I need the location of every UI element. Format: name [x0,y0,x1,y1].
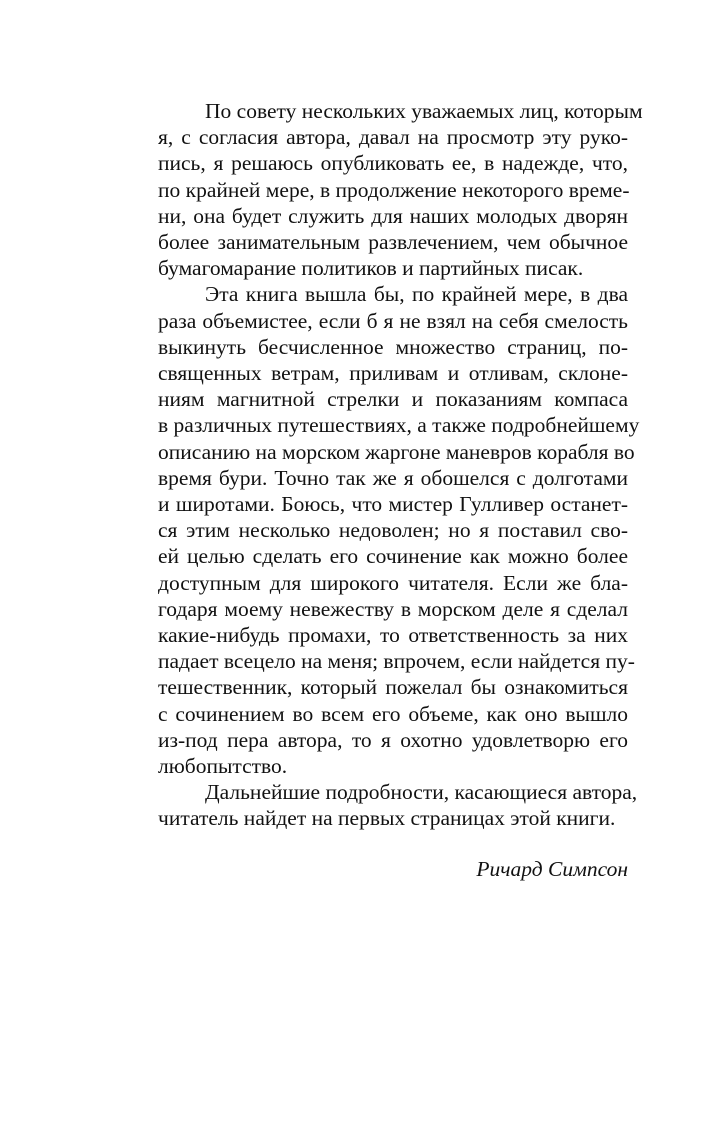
text-line: ниям магнитной стрелки и показаниям компаса [158,387,628,412]
text-line: пись, я решаюсь опубликовать ее, в надежде, что, [158,151,628,176]
text-line: и широтами. Боюсь, что мистер Гулливер останет- [158,492,628,517]
text-line: бумагомарание политиков и партийных писак. [158,256,584,281]
text-line: читатель найдет на первых страницах этой книги. [158,806,616,831]
text-line: время бури. Точно так же я обошелся с долготами [158,465,628,490]
text-line: Дальнейшие подробности, касающиеся автора, [205,780,638,805]
text-line: тешественник, который пожелал бы ознакомиться [158,675,628,700]
paragraph-1 [111,98,643,281]
text-line: священных ветрам, приливам и отливам, склоне- [158,361,628,386]
text-line: любопытство. [158,754,288,779]
text-line: доступным для широкого читателя. Если же бла- [158,570,628,595]
text-line: ся этим несколько недоволен; но я поставил сво- [158,518,628,543]
paragraph-3 [111,779,638,831]
text-line: какие-нибудь промахи, то ответственность за них [158,623,628,648]
paragraph-2 [111,281,640,779]
text-line: падает всецело на меня; впрочем, если найдется пу- [158,649,635,674]
text-line: описанию на морском жаргоне маневров корабля во [158,439,635,464]
text-line: более занимательным развлечением, чем обычное [158,230,628,255]
text-line: годаря моему невежеству в морском деле я сделал [158,596,628,621]
text-line: выкинуть бесчисленное множество страниц, по- [158,334,628,359]
text-line: с сочинением во всем его объеме, как оно вышло [158,701,628,726]
text-line: я, с согласия автора, давал на просмотр эту руко- [158,125,628,150]
text-line: раза объемистее, если б я не взял на себя смелость [158,308,628,333]
text-line: в различных путешествиях, а также подробнейшему [158,413,640,438]
preface-page [111,98,643,882]
text-line: ей целью сделать его сочинение как можно более [158,544,628,569]
text-line: из-под пера автора, то я охотно удовлетворю его [158,727,628,752]
signature: Ричард Симпсон [476,856,628,881]
text-line: ни, она будет служить для наших молодых дворян [158,203,628,228]
text-line: По совету нескольких уважаемых лиц, которым [205,99,643,123]
text-line: Эта книга вышла бы, по крайней мере, в два [205,282,628,307]
text-line: по крайней мере, в продолжение некоторого време- [158,177,630,202]
